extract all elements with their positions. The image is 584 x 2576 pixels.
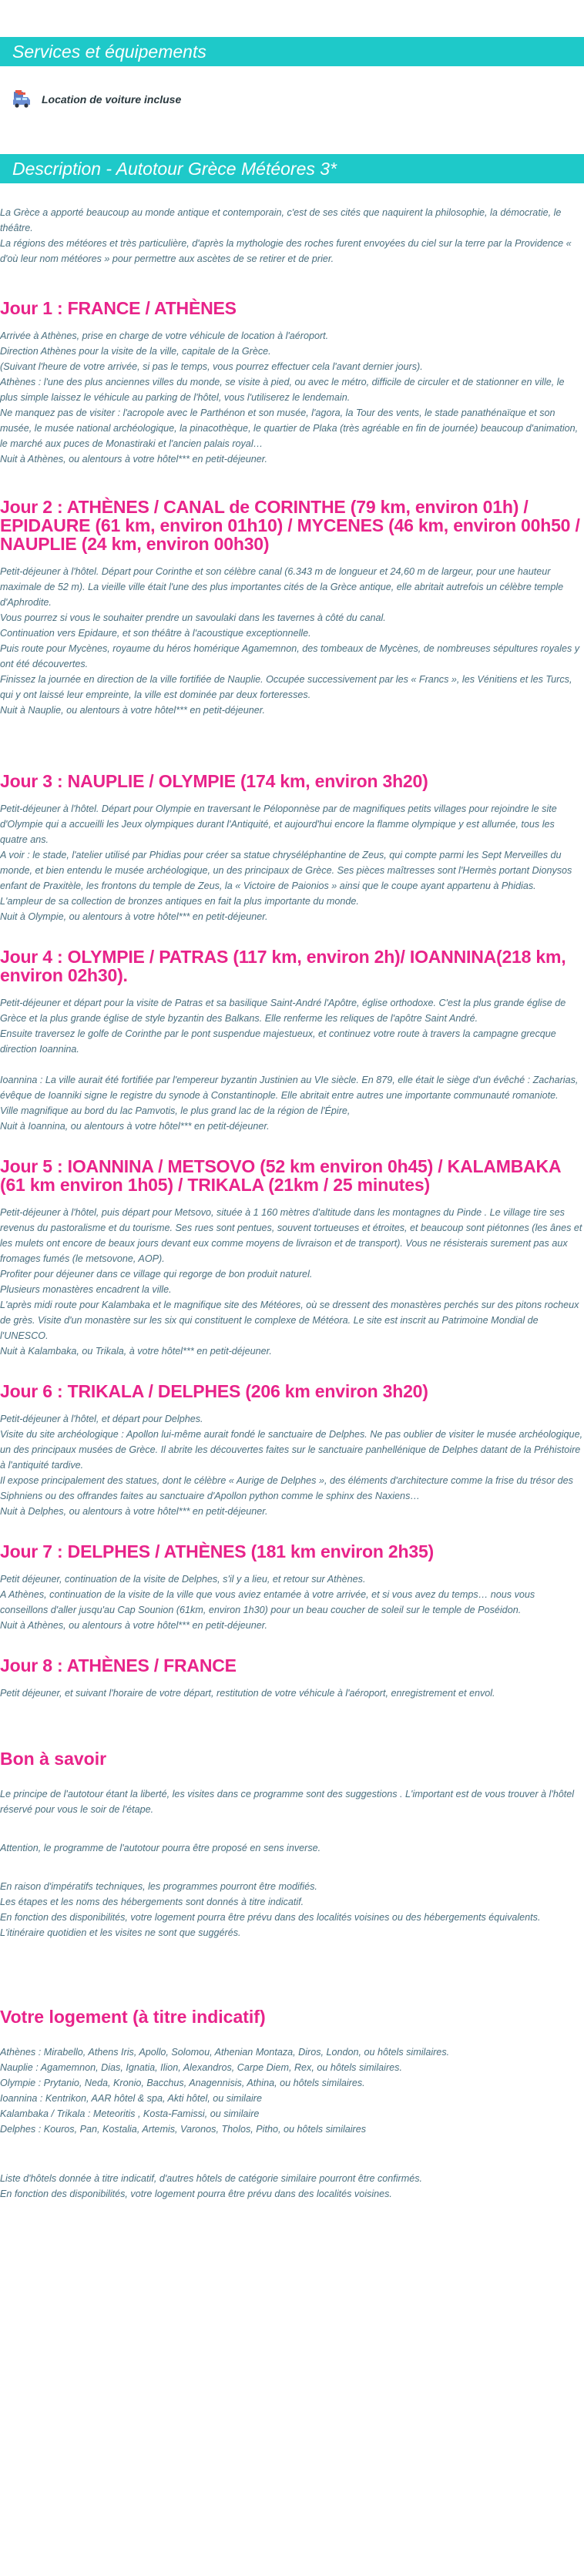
hotel-line: Athènes : Mirabello, Athens Iris, Apollo, Solomou, Athenian Montaza, Diros, London, ou hôtels similaires.: [0, 2047, 450, 2058]
description-intro: [0, 205, 584, 267]
hotel-line: Liste d'hôtels donnée à titre indicatif, d'autres hôtels de catégorie similaire pourront être confirmés.: [0, 2173, 423, 2184]
day-title: Jour 5 : IOANNINA / METSOVO (52 km environ 0h45) / KALAMBAKA (61 km environ 1h05) / TRIKALA (21km / 25 minutes): [0, 1156, 561, 1195]
spacer: [0, 1817, 584, 1840]
day-line: Ioannina : La ville aurait été fortifiée par l'empereur byzantin Justinien au VIe siècle. En 879, elle était le siège d'un évêché : Zacharias, évêque de Ioanniki signe le registre du synode à Constantinople. Elle abritait entre autres une importante communauté romaniote.: [0, 1075, 579, 1101]
day-line: Nuit à Nauplie, ou alentours à votre hôtel*** en petit-déjeuner.: [0, 705, 265, 716]
info-line: En fonction des disponibilités, votre logement pourra être prévu dans des localités voisines ou des hébergements équivalents.: [0, 1912, 541, 1923]
page: [0, 37, 584, 2202]
day-title: Jour 3 : NAUPLIE / OLYMPIE (174 km, environ 3h20): [0, 771, 428, 791]
intro-paragraph: La régions des météores et très particulière, d'après la mythologie des roches furent envoyées du ciel sur la terre par la Providence « d'où leur nom météores » pour permettre aux ascètes de se retirer et de prier.: [0, 238, 572, 264]
info-line: L'itinéraire quotidien et les visites ne sont que suggérés.: [0, 1927, 241, 1938]
day-line: A Athènes, continuation de la visite de la ville que vous aviez entamée à votre arrivée, et si vous avez du temps… nous vous conseillons d'aller jusqu'au Cap Sounion (61km, environ 1h30) pour un beau coucher de soleil sur le temple de Poséidon.: [0, 1589, 535, 1615]
day-line: Petit-déjeuner à l'hôtel. Départ pour Corinthe et son célèbre canal (6.343 m de longueur et 24,60 m de largeur, pour une hauteur maximale de 52 m). La vieille ville était l'une des plus importantes cités de la Grèce antique, elle abritait autrefois un célèbre temple d'Aphrodite.: [0, 566, 564, 608]
day-line: Direction Athènes pour la visite de la ville, capitale de la Grèce.: [0, 346, 271, 357]
hotel-line: En fonction des disponibilités, votre logement pourra être prévu dans des localités voisines.: [0, 2189, 392, 2199]
day-line: Continuation vers Epidaure, et son théâtre à l'acoustique exceptionnelle.: [0, 628, 311, 639]
day-line: Petit-déjeuner à l'hôtel, puis départ pour Metsovo, située à 1 160 mètres d'altitude dans les montagnes du Pinde . Le village tire ses revenus du pastoralisme et du tourisme. Ses rues sont pentues, souvent tortueuses et étroites, et beaucoup sont piétonnes (les ânes et les mulets ont encore de beaux jours devant eux comme moyens de livraison et de transport). Vous ne résisterais surement pas aux fromages fumés (le metsovone, AOP).: [0, 1207, 582, 1264]
services-header: Services et équipements: [0, 37, 584, 66]
day-line: Nuit à Athènes, ou alentours à votre hôtel*** en petit-déjeuner.: [0, 454, 268, 465]
day-line: L'ampleur de sa collection de bronzes antiques en fait la plus importante du monde.: [0, 896, 359, 907]
day-line: Puis route pour Mycènes, royaume du héros homérique Agamemnon, des tombeaux de Mycènes, de nombreuses sépultures royales y ont été découvertes.: [0, 643, 580, 669]
day-line: Plusieurs monastères encadrent la ville.: [0, 1284, 172, 1295]
day-line: Nuit à Athènes, ou alentours à votre hôtel*** en petit-déjeuner.: [0, 1620, 268, 1631]
day-6: [0, 1382, 584, 1519]
day-4: [0, 948, 584, 1134]
day-line: Petit-déjeuner à l'hôtel. Départ pour Olympie en traversant le Péloponnèse par de magnifiques petits villages pour rejoindre le site d'Olympie qui a accueilli les Jeux olympiques durant l'Antiquité, et aujourd'hui encore la flamme olympique y est allumée, tous les quatre ans.: [0, 803, 557, 845]
hotel-line: Nauplie : Agamemnon, Dias, Ignatia, Ilion, Alexandros, Carpe Diem, Rex, ou hôtels similaires.: [0, 2062, 402, 2073]
day-title: Jour 8 : ATHÈNES / FRANCE: [0, 1655, 237, 1675]
day-line: Petit déjeuner, continuation de la visite de Delphes, s'il y a lieu, et retour sur Athènes.: [0, 1574, 366, 1585]
car-rental-icon: [11, 89, 32, 109]
spacer: [0, 1057, 584, 1072]
day-7: [0, 1542, 584, 1633]
day-line: Nuit à Olympie, ou alentours à votre hôtel*** en petit-déjeuner.: [0, 911, 268, 922]
day-line: Ne manquez pas de visiter : l'acropole avec le Parthénon et son musée, l'agora, la Tour des vents, le stade panathénaïque et son musée, le musée national archéologique, la pinacothèque, le quartier de Plaka (très agréable en fin de journée) beaucoup d'animation, le marché aux puces de Monastiraki et l'ancien palais royal…: [0, 408, 579, 449]
day-3: [0, 772, 584, 924]
day-title: Jour 4 : OLYMPIE / PATRAS (117 km, environ 2h)/ IOANNINA(218 km, environ 02h30).: [0, 947, 566, 985]
day-line: A voir : le stade, l'atelier utilisé par Phidias pour créer sa statue chryséléphantine de Zeus, qui compte parmi les Sept Merveilles du monde, et bien entendu le musée archéologique, un des principaux de Grèce. Ses pièces maîtresses sont l'Hermès portant Dionysos enfant de Praxitèle, les frontons du temple de Zeus, la « Victoire de Paionios » ainsi que le coupe ayant appartenu à Phidias.: [0, 850, 572, 891]
service-item-label: Location de voiture incluse: [42, 93, 182, 106]
day-5: [0, 1157, 584, 1359]
service-item-car-rental: [0, 66, 584, 112]
bon-a-savoir-title: Bon à savoir: [0, 1749, 107, 1769]
day-line: L'après midi route pour Kalambaka et le magnifique site des Météores, où se dressent des monastères perchés sur des pitons rocheux de grès. Visite d'un monastère sur les six qui constituent le complexe de Météora. Le site est inscrit au Patrimoine Mondial de l'UNESCO.: [0, 1300, 579, 1341]
day-line: Petit-déjeuner et départ pour la visite de Patras et sa basilique Saint-André l'Apôtre, église orthodoxe. C'est la plus grande église de Grèce et la plus grande église de style byzantin des Balkans. Elle renferme les reliques de l'apôtre Saint André.: [0, 998, 566, 1024]
day-line: Profiter pour déjeuner dans ce village qui regorge de bon produit naturel.: [0, 1269, 313, 1280]
info-line: Le principe de l'autotour étant la liberté, les visites dans ce programme sont des suggestions . L'important est de vous trouver à l'hôtel réservé pour vous le soir de l'étape.: [0, 1789, 575, 1815]
day-line: (Suivant l'heure de votre arrivée, si pas le temps, vous pourrez effectuer cela l'avant dernier jours).: [0, 361, 423, 372]
day-line: Finissez la journée en direction de la ville fortifiée de Nauplie. Occupée successivement par les « Francs », les Vénitiens et les Turcs, qui y ont laissé leur empreinte, la ville est dominée par deux forteresses.: [0, 674, 572, 700]
day-title: Jour 1 : FRANCE / ATHÈNES: [0, 298, 237, 318]
day-title: Jour 6 : TRIKALA / DELPHES (206 km environ 3h20): [0, 1381, 428, 1401]
description-content: [0, 205, 584, 2202]
hotel-line: Ioannina : Kentrikon, AAR hôtel & spa, Akti hôtel, ou similaire: [0, 2093, 262, 2104]
info-line: Attention, le programme de l'autotour pourra être proposé en sens inverse.: [0, 1843, 321, 1853]
spacer: [0, 2137, 584, 2171]
intro-paragraph: La Grèce a apporté beaucoup au monde antique et contemporain, c'est de ses cités que naquirent la philosophie, la démocratie, le théâtre.: [0, 207, 562, 233]
day-2: [0, 498, 584, 718]
hotel-line: Olympie : Prytanio, Neda, Kronio, Bacchus, Anagennisis, Athina, ou hôtels similaires.: [0, 2078, 365, 2088]
day-1: [0, 299, 584, 467]
day-line: Nuit à Delphes, ou alentours à votre hôtel*** en petit-déjeuner.: [0, 1506, 268, 1517]
hotel-line: Delphes : Kouros, Pan, Kostalia, Artemis, Varonos, Tholos, Pitho, ou hôtels similaires: [0, 2124, 367, 2135]
hotel-line: Kalambaka / Trikala : Meteoritis , Kosta-Famissi, ou similaire: [0, 2108, 260, 2119]
logement-section: [0, 2007, 584, 2202]
day-line: Petit déjeuner, et suivant l'horaire de votre départ, restitution de votre véhicule à l'aéroport, enregistrement et envol.: [0, 1688, 495, 1699]
day-8: [0, 1656, 584, 1701]
day-line: Vous pourrez si vous le souhaiter prendre un savoulaki dans les tavernes à côté du canal.: [0, 612, 386, 623]
day-line: Nuit à Kalambaka, ou Trikala, à votre hôtel*** en petit-déjeuner.: [0, 1346, 272, 1357]
day-line: Petit-déjeuner à l'hôtel, et départ pour Delphes.: [0, 1414, 203, 1424]
info-line: Les étapes et les noms des hébergements sont donnés à titre indicatif.: [0, 1897, 304, 1907]
day-line: Visite du site archéologique : Apollon lui-même aurait fondé le sanctuaire de Delphes. Ne pas oublier de visiter le musée archéologique, un des principaux musées de Grèce. Il abrite les découvertes faites sur le sanctuaire panhellénique de Delphes datant de la Préhistoire à l'antiquité tardive.: [0, 1429, 583, 1471]
logement-title: Votre logement (à titre indicatif): [0, 2007, 266, 2027]
day-line: Nuit à Ioannina, ou alentours à votre hôtel*** en petit-déjeuner.: [0, 1121, 270, 1132]
day-line: Arrivée à Athènes, prise en charge de votre véhicule de location à l'aéroport.: [0, 330, 329, 341]
bon-a-savoir-section: [0, 1749, 584, 1940]
day-title: Jour 2 : ATHÈNES / CANAL de CORINTHE (79 km, environ 01h) / EPIDAURE (61 km, environ 01h10) / MYCENES (46 km, environ 00h50 / NAUPLIE (24 km, environ 00h30): [0, 497, 580, 554]
day-line: Ville magnifique au bord du lac Pamvotis, le plus grand lac de la région de l'Épire,: [0, 1105, 351, 1116]
spacer: [0, 1856, 584, 1879]
info-line: En raison d'impératifs techniques, les programmes pourront être modifiés.: [0, 1881, 317, 1892]
day-line: Ensuite traversez le golfe de Corinthe par le pont suspendue majestueux, et continuez votre route à travers la campagne grecque direction Ioannina.: [0, 1028, 556, 1055]
day-line: Athènes : l'une des plus anciennes villes du monde, se visite à pied, ou avec le métro, difficile de circuler et de stationner en ville, le plus simple laissez le véhicule au parking de l'hôtel, vous l'utiliserez le lendemain.: [0, 377, 565, 403]
day-title: Jour 7 : DELPHES / ATHÈNES (181 km environ 2h35): [0, 1541, 434, 1561]
description-header: Description - Autotour Grèce Météores 3*: [0, 154, 584, 183]
day-line: Il expose principalement des statues, dont le célèbre « Aurige de Delphes », des éléments d'architecture comme la frise du trésor des Siphniens ou des offrandes faites au sanctuaire d'Apollon python comme le sphinx des Naxiens…: [0, 1475, 573, 1501]
